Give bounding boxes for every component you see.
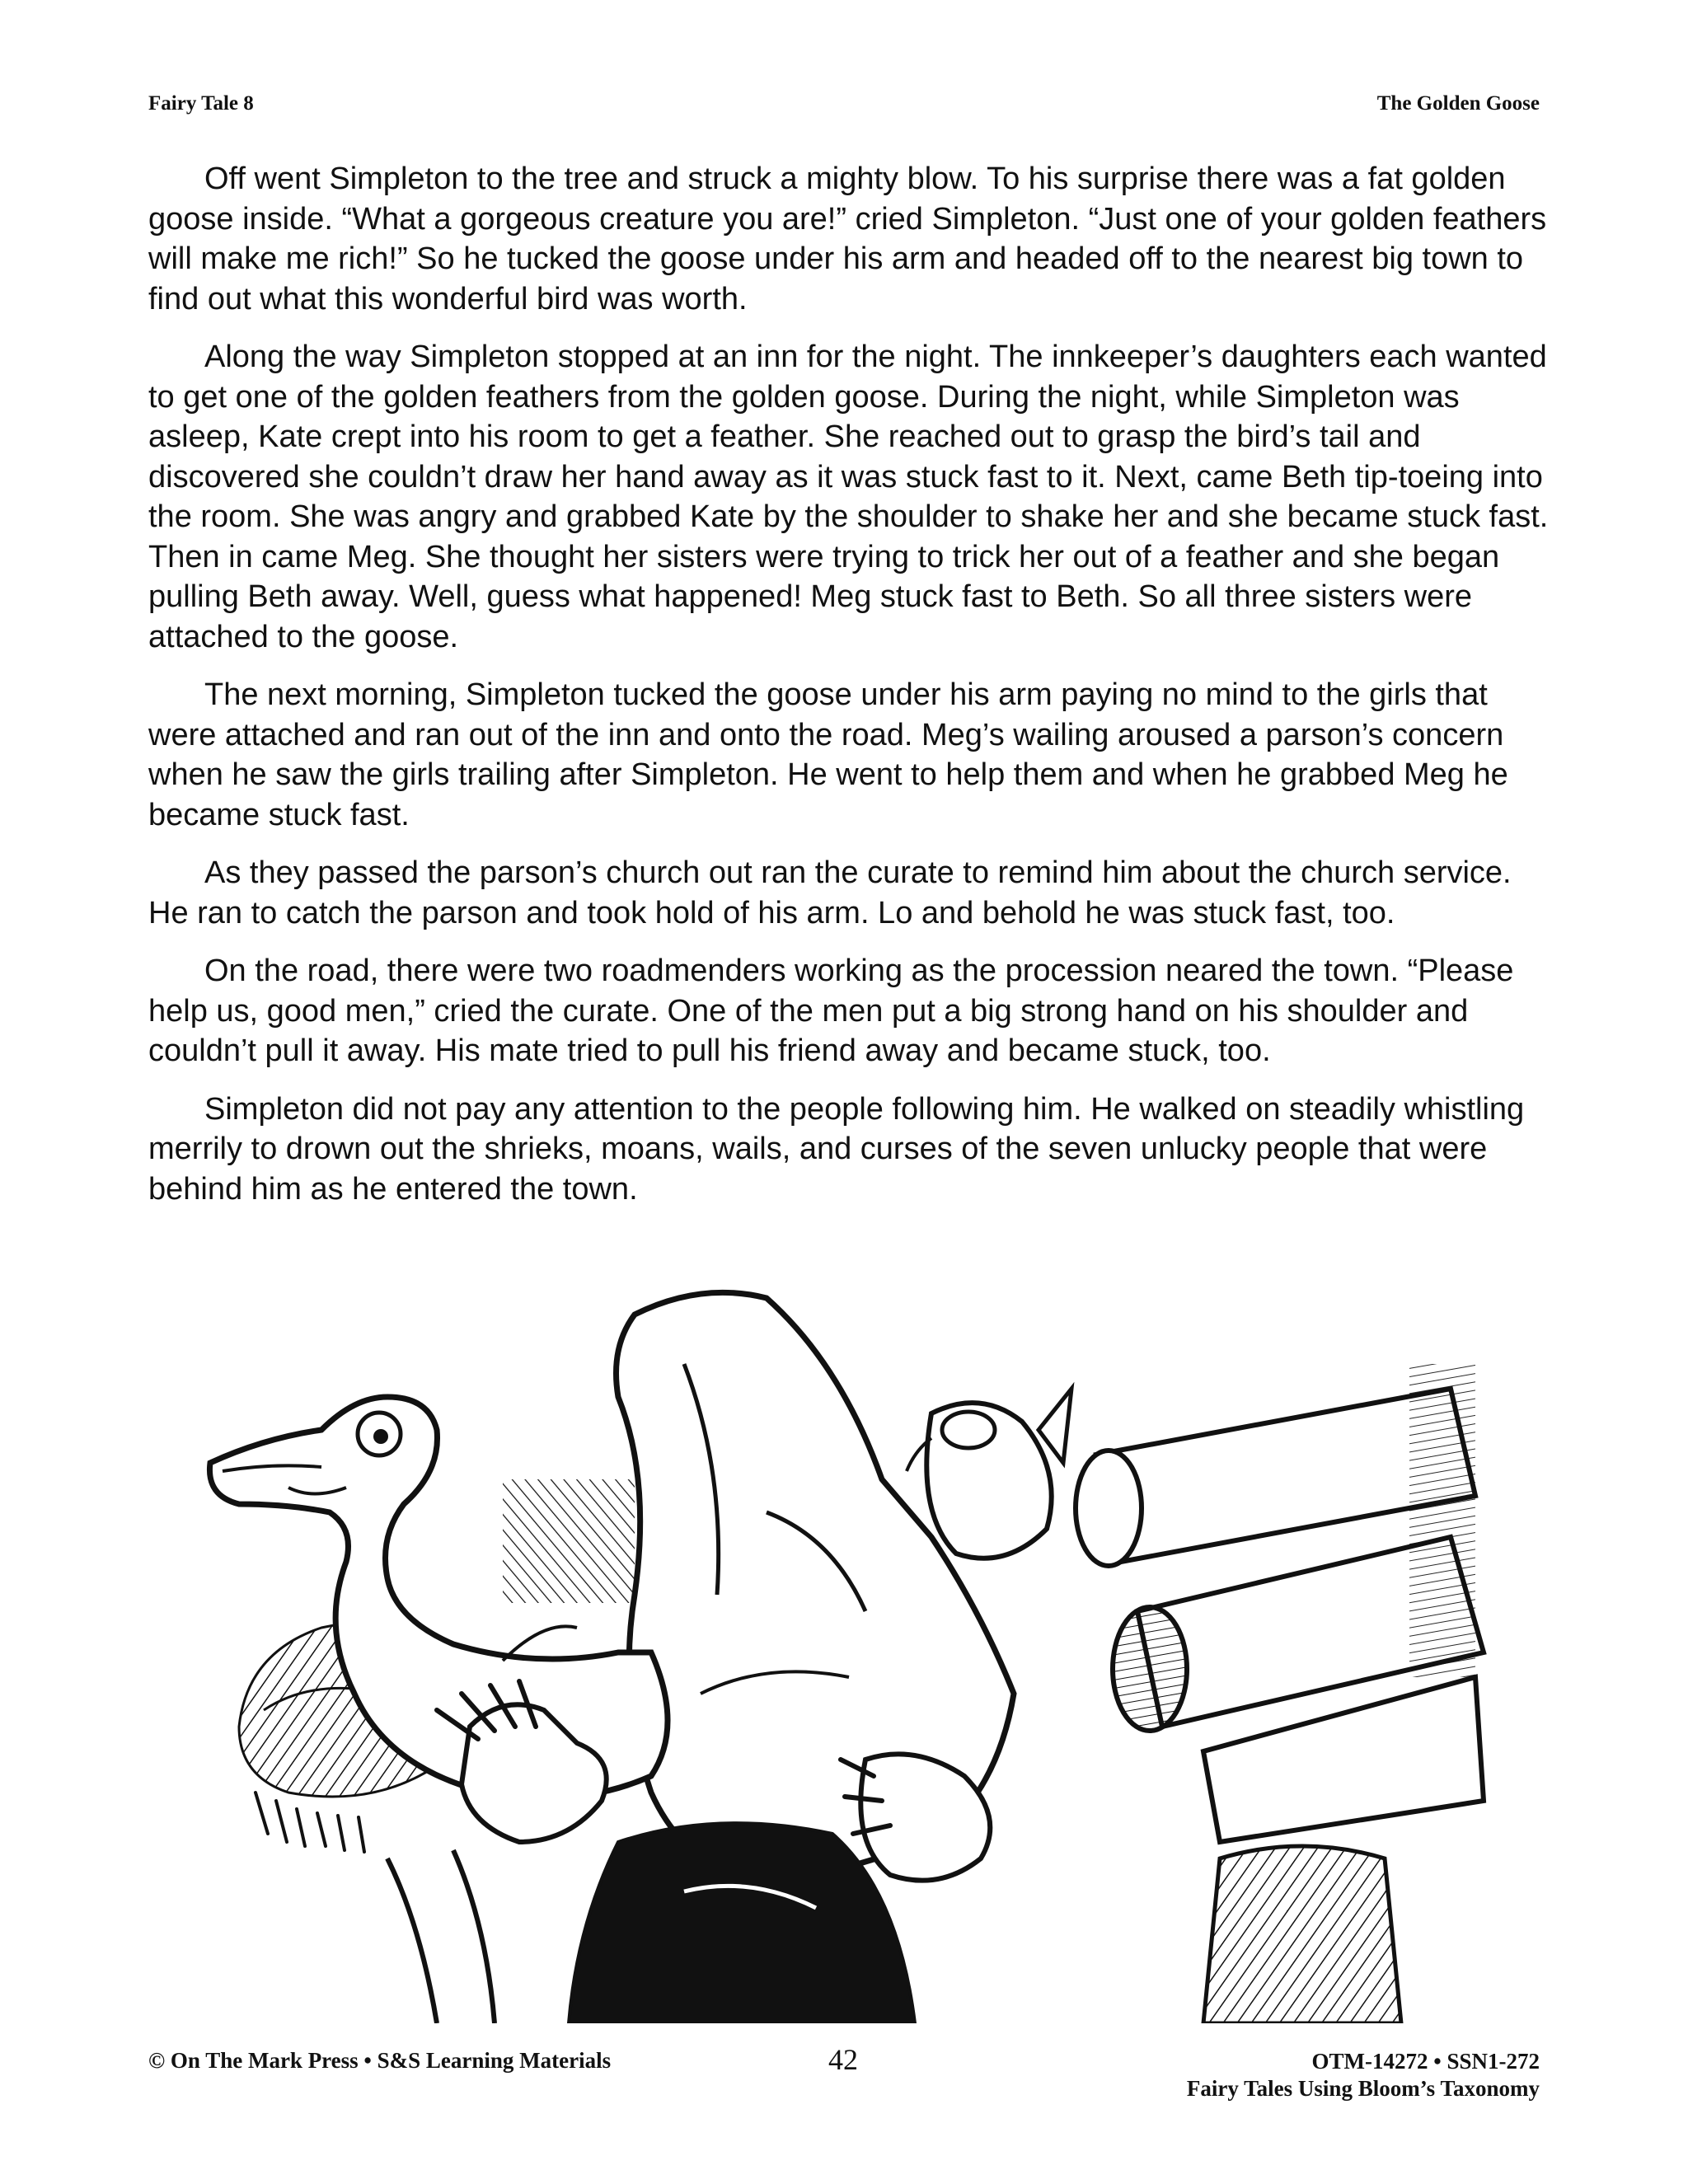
story-paragraph: As they passed the parson’s church out ran the curate to remind him about the church service. He ran to catch the parson and took hold of his arm. Lo and behold he was stuck fast, too. xyxy=(148,855,1512,930)
page-number: 42 xyxy=(828,2043,858,2076)
footer-product-info xyxy=(1187,2048,1540,2102)
story-paragraph: Along the way Simpleton stopped at an inn for the night. The innkeeper’s daughters each wanted to get one of the golden feathers from the golden goose. During the night, while Simpleton was asleep, Kate crept into his room to get a feather. She reached out to grasp the bird’s tail and discovered she couldn’t draw her hand away as it was stuck fast to it. Next, came Beth tip-toeing into the room. She was angry and grabbed Kate by the shoulder to shake her and she became stuck fast. Then in came Meg. She thought her sisters were trying to trick her out of a feather and she began pulling Beth away. Well, guess what happened! Meg stuck fast to Beth. So all three sisters were attached to the goose. xyxy=(148,340,1549,654)
story-paragraph: Off went Simpleton to the tree and struck a mighty blow. To his surprise there was a fat golden goose inside. “What a gorgeous creature you are!” cried Simpleton. “Just one of your golden feathers will make me rich!” So he tucked the goose under his arm and headed off to the nearest big town to find out what this wonderful bird was worth. xyxy=(148,162,1547,316)
footer-book-title: Fairy Tales Using Bloom’s Taxonomy xyxy=(1186,2076,1540,2101)
header-series-label: Fairy Tale 8 xyxy=(148,92,254,115)
story-text xyxy=(148,159,1550,1227)
grass-strokes xyxy=(256,1793,364,1852)
story-paragraph: The next morning, Simpleton tucked the goose under his arm paying no mind to the girls that were attached and ran out of the inn and onto the road. Meg’s wailing aroused a parson’s concern when he saw the girls trailing after Simpleton. He went to help them and when he grabbed Meg he became stuck fast. xyxy=(148,677,1508,832)
story-paragraph: Simpleton did not pay any attention to the people following him. He walked on steadily whistling merrily to drown out the shrieks, moans, wails, and curses of the seven unlucky people that were behind him as he entered the town. xyxy=(148,1091,1525,1207)
story-paragraph: On the road, there were two roadmenders working as the procession neared the town. “Please help us, good men,” cried the curate. One of the men put a big strong hand on his shoulder and couldn’t pull it away. His mate tried to pull his friend away and became stuck, too. xyxy=(148,954,1514,1068)
footer-product-code: OTM-14272 • SSN1-272 xyxy=(1311,2049,1540,2074)
golden-goose-illustration xyxy=(190,1265,1500,2023)
header-story-title: The Golden Goose xyxy=(1376,92,1540,115)
footer-publisher: © On The Mark Press • S&S Learning Materials xyxy=(148,2048,612,2073)
